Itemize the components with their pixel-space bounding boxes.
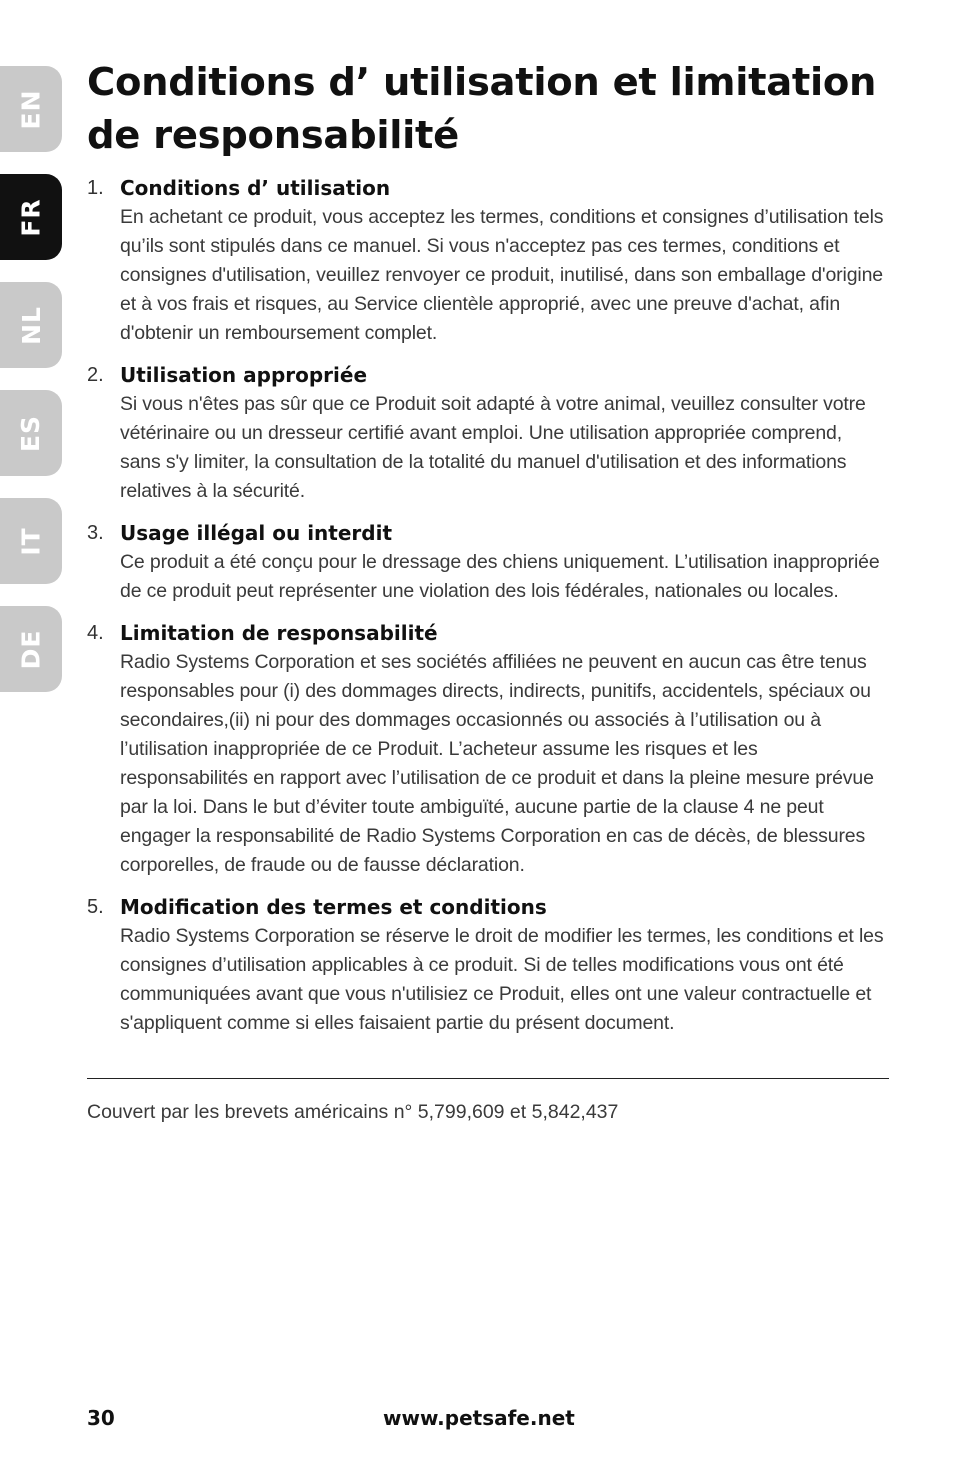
tab-nl-label: NL — [16, 305, 46, 345]
section-number: 1. — [87, 177, 104, 199]
section-illegal-use — [87, 519, 887, 606]
tab-fr-label: FR — [16, 197, 46, 237]
tab-it-label: IT — [16, 526, 46, 556]
divider — [87, 1078, 889, 1079]
section-number: 3. — [87, 522, 104, 544]
section-body: Ce produit a été conçu pour le dressage des chiens uniquement. L’utilisation inappropriée de ce produit peut représenter une violation des lois fédérales, nationales ou locales. — [120, 551, 880, 602]
section-terms-modification — [87, 893, 887, 1038]
sections-list — [87, 174, 887, 1038]
tab-es-label: ES — [16, 414, 46, 452]
patent-note: Couvert par les brevets américains n° 5,799,609 et 5,842,437 — [87, 1101, 619, 1123]
main-content — [87, 56, 887, 1051]
section-number: 2. — [87, 364, 104, 386]
tab-nl[interactable] — [0, 282, 62, 368]
website-link[interactable]: www.petsafe.net — [383, 1406, 575, 1430]
tab-fr[interactable] — [0, 174, 62, 260]
page-number: 30 — [87, 1406, 115, 1430]
section-title: Limitation de responsabilité — [120, 621, 438, 645]
section-title: Modification des termes et conditions — [120, 895, 547, 919]
tab-de[interactable] — [0, 606, 62, 692]
section-terms-of-use — [87, 174, 887, 348]
section-body: Si vous n'êtes pas sûr que ce Produit soit adapté à votre animal, veuillez consulter votre vétérinaire ou un dresseur certifié avant emploi. Une utilisation appropriée comprend, sans s'y limiter, la consultation de la totalité du manuel d'utilisation et des informations relatives à la sécurité. — [120, 393, 866, 502]
tab-en-label: EN — [16, 88, 46, 130]
tab-it[interactable] — [0, 498, 62, 584]
section-title: Conditions d’ utilisation — [120, 176, 391, 200]
page-title: Conditions d’ utilisation et limitation de responsabilité — [87, 60, 877, 158]
section-proper-use — [87, 361, 887, 506]
section-title: Utilisation appropriée — [120, 363, 368, 387]
section-number: 4. — [87, 622, 104, 644]
section-body: Radio Systems Corporation se réserve le droit de modifier les termes, les conditions et les consignes d’utilisation applicables à ce produit. Si de telles modifications vous ont été communiquées avant que vous n'utilisiez ce Produit, elles ont une valeur contractuelle et s'appliquent comme si elles faisaient partie du présent document. — [120, 925, 884, 1034]
section-body: Radio Systems Corporation et ses sociétés affiliées ne peuvent en aucun cas être tenus responsables pour (i) des dommages directs, indirects, punitifs, accidentels, spéciaux ou secondaires,(ii) ni pour des dommages occasionnés ou associés à l’utilisation ou à l’utilisation inappropriée de ce Produit. L’acheteur assume les risques et les responsabilités en rapport avec l’utilisation de ce produit et dans la pleine mesure prévue par la loi. Dans le but d’éviter toute ambiguïté, aucune partie de la clause 4 ne peut engager la responsabilité de Radio Systems Corporation en cas de décès, de blessures corporelles, de fraude ou de fausse déclaration. — [120, 651, 874, 876]
section-liability-limitation — [87, 619, 887, 880]
tab-es[interactable] — [0, 390, 62, 476]
tab-de-label: DE — [16, 629, 46, 669]
section-title: Usage illégal ou interdit — [120, 521, 393, 545]
tab-en[interactable] — [0, 66, 62, 152]
section-number: 5. — [87, 896, 104, 918]
section-body: En achetant ce produit, vous acceptez les termes, conditions et consignes d’utilisation tels qu’ils sont stipulés dans ce manuel. Si vous n'acceptez pas ces termes, conditions et consignes d'utilisation, veuillez renvoyer ce produit, inutilisé, dans son emballage d'origine et à vos frais et risques, au Service clientèle approprié, avec une preuve d'achat, afin d'obtenir un remboursement complet. — [120, 206, 884, 344]
